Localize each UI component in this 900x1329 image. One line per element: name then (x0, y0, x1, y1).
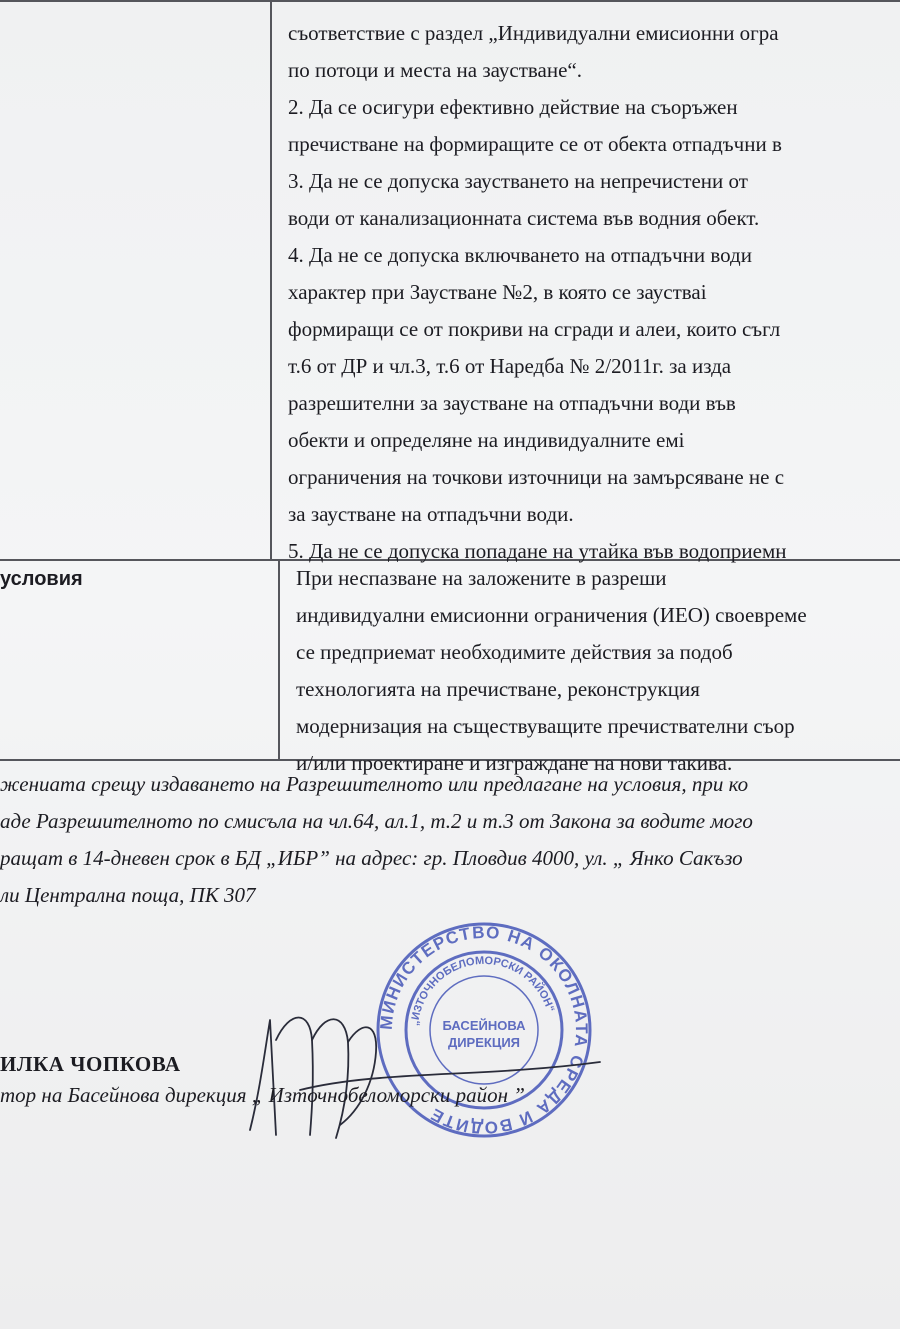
stamp-center-line2: ДИРЕКЦИЯ (447, 1035, 521, 1050)
stamp-inner-text: „ИЗТОЧНОБЕЛОМОРСКИ РАЙОН“ (409, 954, 557, 1027)
requirement-line: 5. Да не се допуска попадане на утайка във водоприемн (288, 539, 787, 563)
notice-line: ращат в 14-дневен срок в БД „ИБР” на адрес: гр. Пловдив 4000, ул. „ Янко Сакъзо (0, 846, 743, 870)
requirement-line: 2. Да се осигури ефективно действие на съоръжен (288, 95, 738, 119)
requirement-line: обекти и определяне на индивидуалните емі (288, 428, 685, 452)
requirement-line: пречистване на формиращите се от обекта отпадъчни в (288, 132, 782, 156)
notice-line: жениата срещу издаването на Разрешителното или предлагане на условия, при ко (0, 772, 749, 796)
requirements-cell (288, 15, 900, 570)
conditions-line: индивидуални емисионни ограничения (ИЕО) своевреме (296, 603, 807, 627)
handwritten-signature (240, 1000, 620, 1140)
requirement-line: 3. Да не се допуска заустването на непречистени от (288, 169, 748, 193)
stamp-outer-text: МИНИСТЕРСТВО НА ОКОЛНАТА СРЕДА И ВОДИТЕ (376, 922, 592, 1138)
table-column-divider (270, 0, 272, 560)
requirement-line: разрешителни за заустване на отпадъчни води във (288, 391, 736, 415)
signatory-title: тор на Басейнова дирекция „ Източнобеломорски район ” (0, 1083, 525, 1107)
requirement-line: 4. Да не се допуска включването на отпадъчни води (288, 243, 752, 267)
conditions-line: модернизация на съществуващите пречиствателни съор (296, 714, 795, 738)
requirement-line: за заустване на отпадъчни води. (288, 502, 574, 526)
stamp-center-line1: БАСЕЙНОВА (442, 1018, 526, 1033)
conditions-line: и/или проектиране и изграждане на нови такива. (296, 751, 733, 775)
signatory-name: ИЛКА ЧОПКОВА (0, 1052, 181, 1076)
requirement-line: съответствие с раздел „Индивидуални емисионни огра (288, 21, 779, 45)
requirement-line: води от канализационната система във водния обект. (288, 206, 760, 230)
table-top-border (0, 0, 900, 2)
conditions-line: се предприемат необходимите действия за подоб (296, 640, 733, 664)
table-column-divider-lower (278, 560, 280, 760)
requirement-line: характер при Заустване №2, в която се заустваі (288, 280, 707, 304)
conditions-line: технологията на пречистване, реконструкция (296, 677, 700, 701)
requirement-line: по потоци и места на заустване“. (288, 58, 582, 82)
conditions-line: При неспазване на заложените в разреши (296, 566, 667, 590)
conditions-cell (296, 560, 900, 782)
requirement-line: формиращи се от покриви на сгради и алеи, които съгл (288, 317, 781, 341)
conditions-label: условия (0, 568, 83, 590)
notice-line: ли Централна поща, ПК 307 (0, 883, 256, 907)
requirement-line: ограничения на точкови източници на замърсяване не с (288, 465, 785, 489)
notice-line: аде Разрешителното по смисъла на чл.64, ал.1, т.2 и т.3 от Закона за водите мого (0, 809, 753, 833)
appeal-notice (0, 766, 900, 914)
requirement-line: т.6 от ДР и чл.3, т.6 от Наредба № 2/2011г. за изда (288, 354, 732, 378)
